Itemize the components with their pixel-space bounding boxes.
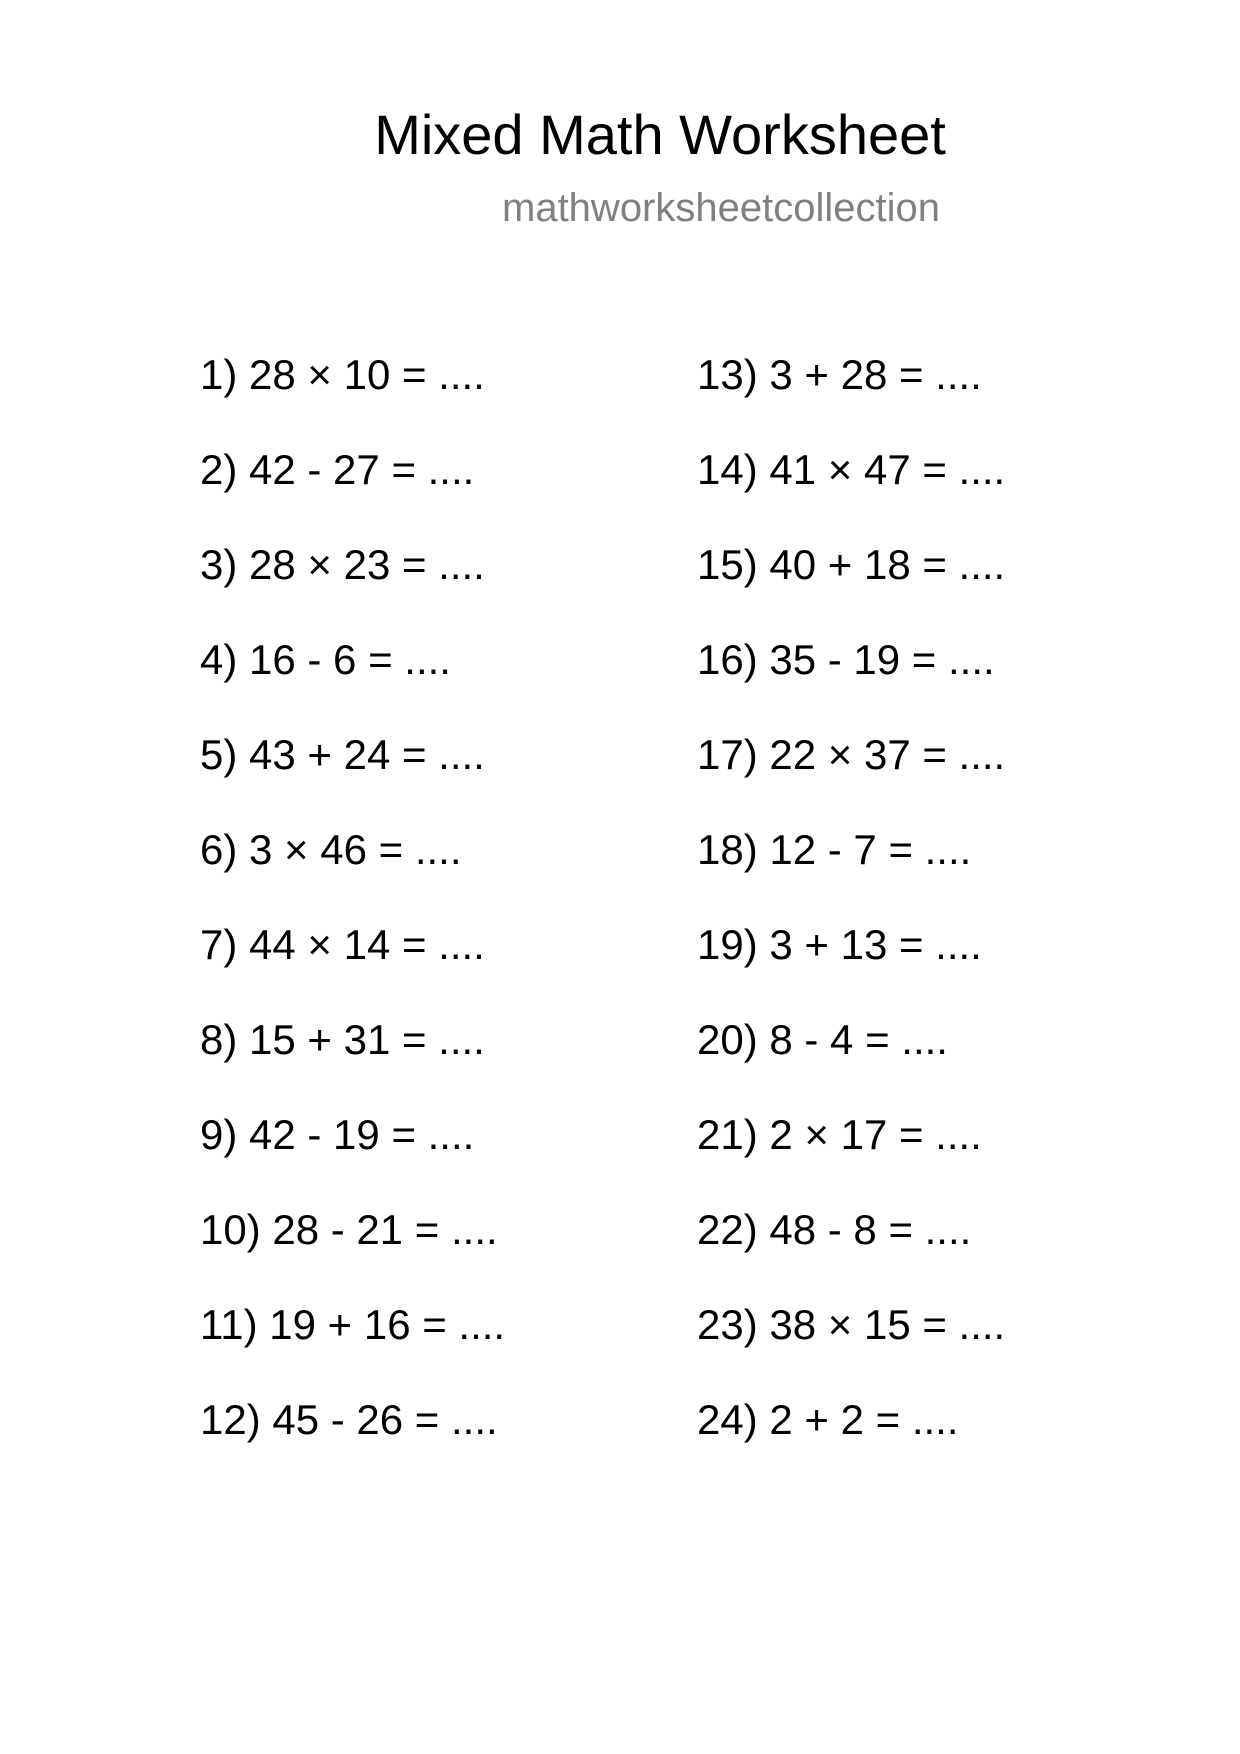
worksheet-subtitle: mathworksheetcollection <box>502 186 940 230</box>
problem-2: 2) 42 - 27 = .... <box>200 446 475 493</box>
problem-column-left <box>200 350 505 1490</box>
problem-15: 15) 40 + 18 = .... <box>697 541 1006 588</box>
problem-10: 10) 28 - 21 = .... <box>200 1206 498 1253</box>
problem-6: 6) 3 × 46 = .... <box>200 826 462 873</box>
problem-9: 9) 42 - 19 = .... <box>200 1111 475 1158</box>
problem-column-right <box>697 350 1005 1490</box>
problem-14: 14) 41 × 47 = .... <box>697 446 1006 493</box>
problem-5: 5) 43 + 24 = .... <box>200 731 485 778</box>
worksheet-title: Mixed Math Worksheet <box>374 103 946 166</box>
problem-11: 11) 19 + 16 = .... <box>200 1301 506 1348</box>
problem-4: 4) 16 - 6 = .... <box>200 636 451 683</box>
problem-24: 24) 2 + 2 = .... <box>697 1396 959 1443</box>
problem-7: 7) 44 × 14 = .... <box>200 921 485 968</box>
problem-22: 22) 48 - 8 = .... <box>697 1206 972 1253</box>
problem-12: 12) 45 - 26 = .... <box>200 1396 498 1443</box>
problem-19: 19) 3 + 13 = .... <box>697 921 982 968</box>
problem-17: 17) 22 × 37 = .... <box>697 731 1006 778</box>
problem-3: 3) 28 × 23 = .... <box>200 541 485 588</box>
problem-20: 20) 8 - 4 = .... <box>697 1016 948 1063</box>
problem-1: 1) 28 × 10 = .... <box>200 351 485 398</box>
problem-18: 18) 12 - 7 = .... <box>697 826 972 873</box>
problem-23: 23) 38 × 15 = .... <box>697 1301 1006 1348</box>
problem-16: 16) 35 - 19 = .... <box>697 636 995 683</box>
problem-21: 21) 2 × 17 = .... <box>697 1111 982 1158</box>
problem-13: 13) 3 + 28 = .... <box>697 351 982 398</box>
problem-8: 8) 15 + 31 = .... <box>200 1016 485 1063</box>
